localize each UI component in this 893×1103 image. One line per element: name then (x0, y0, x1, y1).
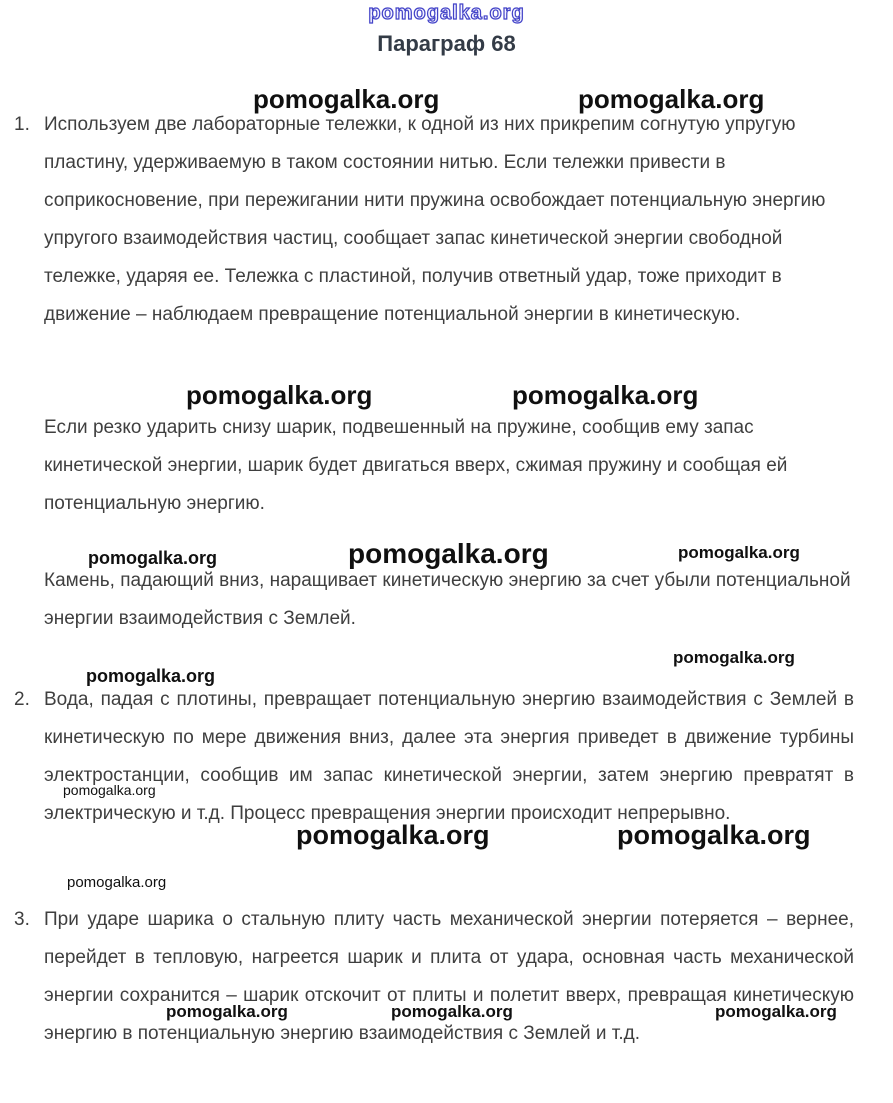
paragraph (14, 409, 854, 523)
watermark-text: pomogalka.org (348, 538, 549, 569)
paragraph-text: Если резко ударить снизу шарик, подвешенный на пружине, сообщив ему запас кинетической энергии, шарик будет двигаться вверх, сжимая пружину и сообщая ей потенциальную энергию. (44, 417, 788, 514)
watermark-text: pomogalka.org (186, 380, 373, 410)
paragraph (14, 106, 854, 334)
paragraph-text: Камень, падающий вниз, наращивает кинетическую энергию за счет убыли потенциальной энергии взаимодействия с Землей. (44, 570, 851, 629)
paragraph-number: 1. (14, 114, 30, 135)
watermark-text: pomogalka.org (678, 543, 800, 562)
watermark-text: pomogalka.org (253, 84, 440, 114)
paragraph-number: 3. (14, 909, 30, 930)
watermark-text: pomogalka.org (617, 820, 811, 850)
watermark-text: pomogalka.org (296, 820, 490, 850)
watermark-text: pomogalka.org (63, 782, 156, 798)
watermark-text: pomogalka.org (67, 874, 167, 891)
watermark-text: pomogalka.org (86, 666, 216, 686)
paragraph-number (14, 409, 44, 523)
paragraph-text: При ударе шарика о стальную плиту часть механической энергии потеряется – вернее, перейдет в тепловую, нагреется шарик и плита от удара, основная часть механической энергии сохранится – шарик отскочит от плиты и полетит вверх, превращая кинетическую энергию в потенциальную энергию взаимодействия с Землей и т.д. (44, 909, 854, 1044)
watermark-text: pomogalka.org (715, 1002, 837, 1021)
watermark-text: pomogalka.org (673, 648, 795, 667)
paragraph (14, 901, 854, 1053)
paragraph-text: Используем две лабораторные тележки, к одной из них прикрепим согнутую упругую пластину, удерживаемую в таком состоянии нитью. Если тележки привести в соприкосновение, при пережигании нити пружина освобождает потенциальную энергию упругого взаимодействия частиц, сообщает запас кинетической энергии свободной тележке, ударяя ее. Тележка с пластиной, получив ответный удар, тоже приходит в движение – наблюдаем превращение потенциальной энергии в кинетическую. (44, 114, 826, 325)
page-title: Параграф 68 (377, 31, 516, 56)
watermark-text: pomogalka.org (88, 548, 218, 568)
paragraph-text: Вода, падая с плотины, превращает потенциальную энергию взаимодействия с Землей в кинетическую по мере движения вниз, далее эта энергия приведет в движение турбины электростанции, сообщив им запас кинетической энергии, затем энергию превратят в электрическую и т.д. Процесс превращения энергии происходит непрерывно. (44, 689, 854, 824)
paragraph (14, 681, 854, 833)
watermark-text: pomogalka.org (368, 2, 525, 24)
paragraph-number (14, 562, 44, 638)
watermark-text: pomogalka.org (512, 380, 699, 410)
watermark-text: pomogalka.org (166, 1002, 288, 1021)
watermark-text: pomogalka.org (391, 1002, 513, 1021)
paragraph-number: 2. (14, 689, 30, 710)
watermark-text: pomogalka.org (578, 84, 765, 114)
paragraph (14, 562, 854, 638)
